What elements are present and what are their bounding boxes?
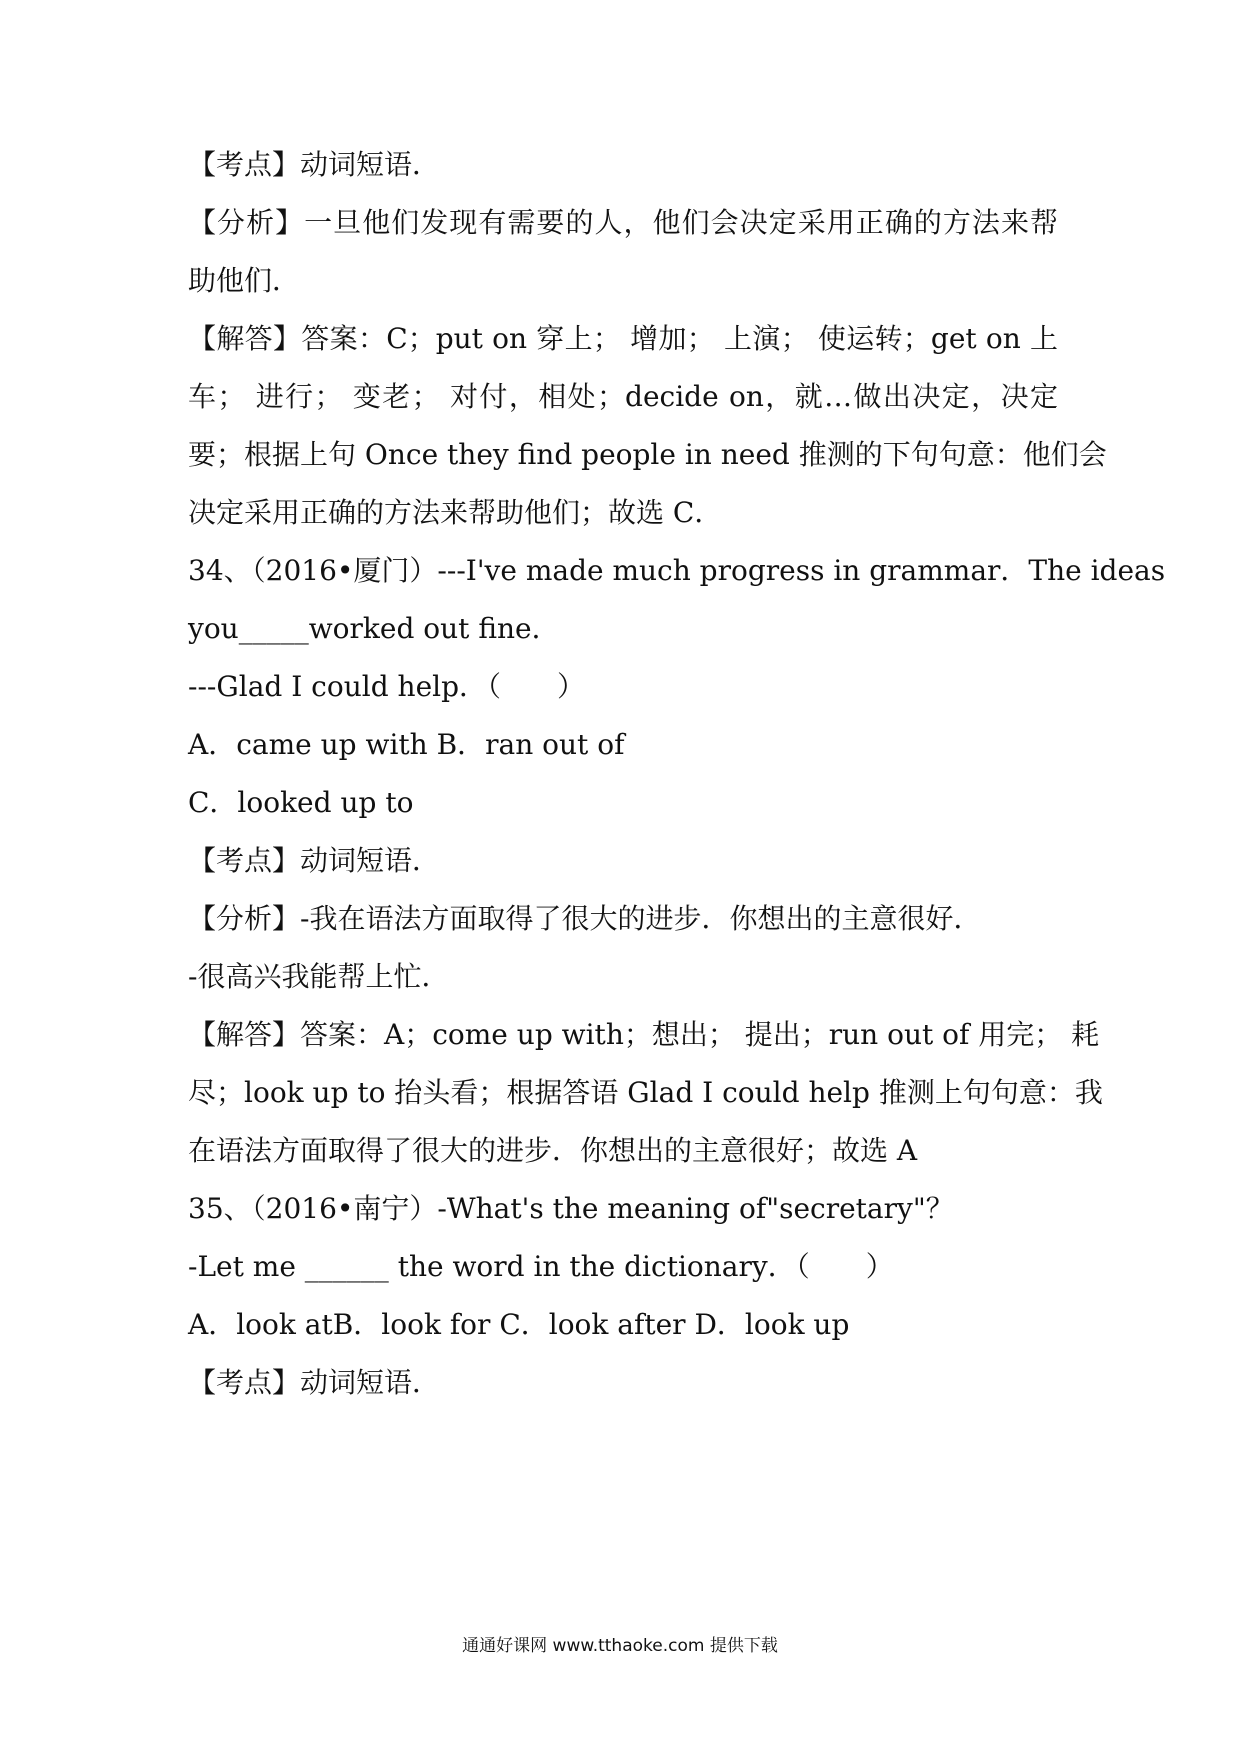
question-34-cont: you_____worked out fine． [188,612,560,645]
question-35-options: A．look atB．look for C．look after D．look up [188,1308,850,1341]
analysis-text-2-cont: -很高兴我能帮上忙． [188,960,450,993]
analysis-text-1-cont: 助他们． [188,264,301,297]
question-35-cont: -Let me ______ the word in the dictionary．（ ） [188,1250,894,1283]
answer-text-1: 【解答】答案：C；put on 穿上； 增加； 上演； 使运转；get on 上 [188,322,1058,355]
kaodian-label-3: 【考点】动词短语． [188,1366,441,1399]
kaodian-label-2: 【考点】动词短语． [188,844,441,877]
question-34: 34、（2016•厦门）---I've made much progress in grammar．The ideas [188,554,1166,587]
question-34-reply: ---Glad I could help．（ ） [188,670,586,703]
question-34-option-c: C．looked up to [188,786,414,819]
analysis-text-2: 【分析】-我在语法方面取得了很大的进步．你想出的主意很好． [188,902,982,935]
answer-text-2: 【解答】答案：A；come up with；想出； 提出；run out of 用完； 耗 [188,1018,1100,1051]
answer-text-2-end: 在语法方面取得了很大的进步．你想出的主意很好；故选 A [188,1134,918,1167]
answer-text-1-cont: 车； 进行； 变老； 对付，相处；decide on，就…做出决定，决定 [188,380,1058,413]
answer-text-1-end: 决定采用正确的方法来帮助他们；故选 C． [188,496,723,529]
question-34-options-ab: A．came up with B．ran out of [188,728,625,761]
analysis-text-1: 【分析】一旦他们发现有需要的人，他们会决定采用正确的方法来帮 [188,206,1058,239]
answer-text-2-cont: 尽；look up to 抬头看；根据答语 Glad I could help 推测上句句意：我 [188,1076,1103,1109]
page-footer: 通通好课网 www.tthaoke.com 提供下载 [462,1636,778,1656]
question-35: 35、（2016•南宁）-What's the meaning of"secretary"？ [188,1192,954,1225]
answer-text-1-cont: 要；根据上句 Once they find people in need 推测的下句句意：他们会 [188,438,1107,471]
kaodian-label-1: 【考点】动词短语． [188,148,441,181]
